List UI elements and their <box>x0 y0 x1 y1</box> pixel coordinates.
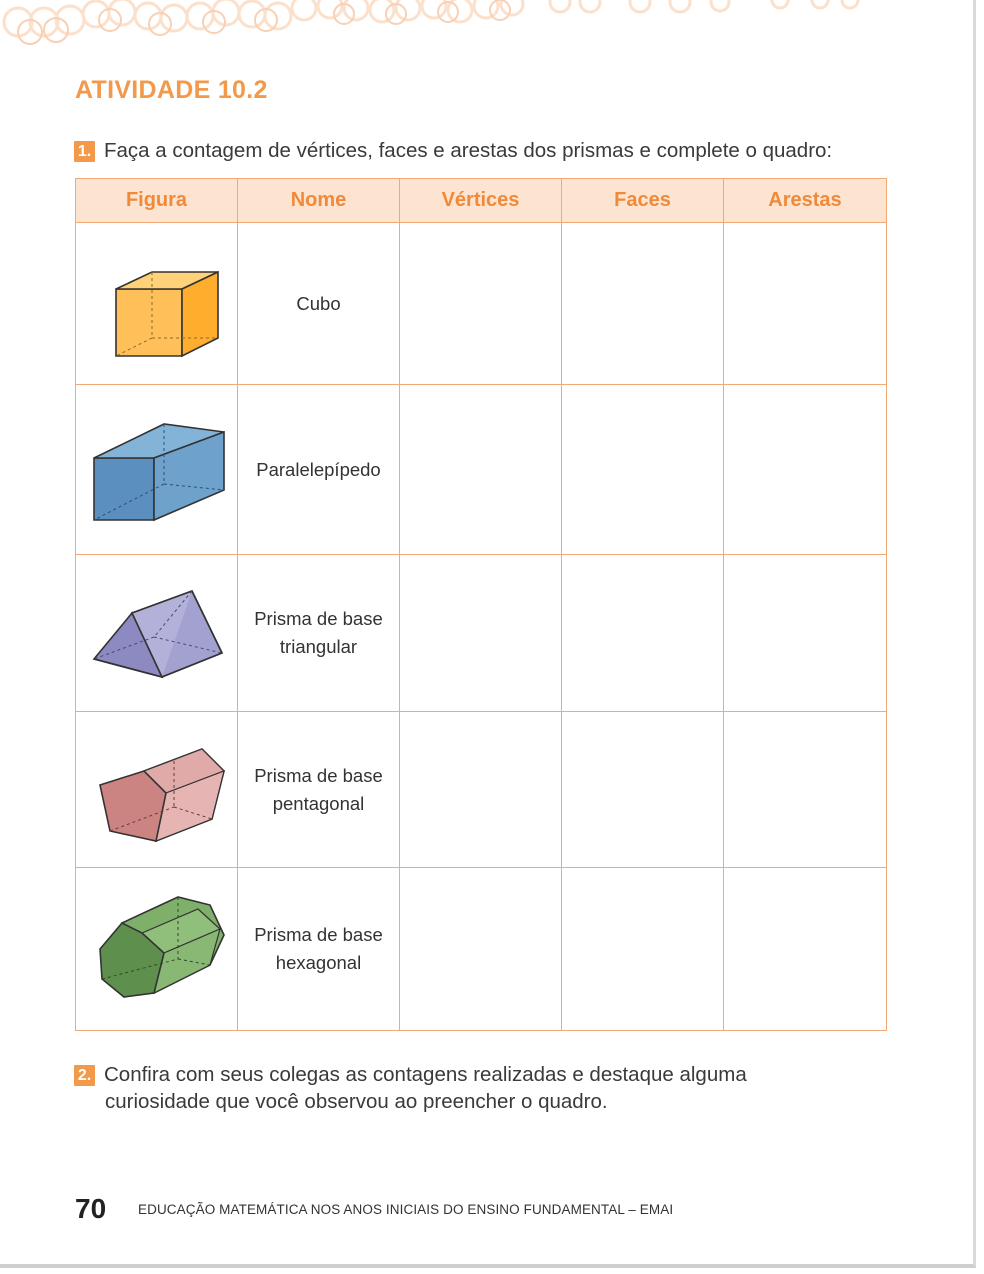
decorative-circles-border <box>0 0 976 60</box>
shape-name: Paralelepípedo <box>256 458 381 480</box>
header-arestas: Arestas <box>724 179 887 223</box>
shape-name-cell <box>238 868 400 1031</box>
question-2 <box>74 1061 747 1115</box>
faces-input-cell[interactable] <box>562 555 724 712</box>
question-1-text: Faça a contagem de vértices, faces e arestas dos prismas e complete o quadro: <box>104 139 833 162</box>
shape-name-cell <box>238 555 400 712</box>
table-row <box>76 555 887 712</box>
figure-cell <box>76 223 238 385</box>
cube-icon <box>92 244 222 364</box>
header-nome: Nome <box>238 179 400 223</box>
vertices-input-cell[interactable] <box>400 385 562 555</box>
hexagonal-prism-icon <box>82 889 232 1009</box>
triangular-prism-icon <box>82 573 232 693</box>
table-row <box>76 385 887 555</box>
shape-name-cell <box>238 223 400 385</box>
shape-name-cell <box>238 712 400 868</box>
header-vertices: Vértices <box>400 179 562 223</box>
shape-name-line-2: pentagonal <box>272 792 365 814</box>
faces-input-cell[interactable] <box>562 223 724 385</box>
vertices-input-cell[interactable] <box>400 712 562 868</box>
edges-input-cell[interactable] <box>724 385 887 555</box>
footer-title: EDUCAÇÃO MATEMÁTICA NOS ANOS INICIAIS DO ENSINO FUNDAMENTAL – EMAI <box>138 1202 674 1217</box>
faces-input-cell[interactable] <box>562 385 724 555</box>
activity-title: ATIVIDADE 10.2 <box>75 76 268 104</box>
header-faces: Faces <box>562 179 724 223</box>
edges-input-cell[interactable] <box>724 712 887 868</box>
edges-input-cell[interactable] <box>724 868 887 1031</box>
question-number-badge: 2. <box>74 1065 95 1086</box>
pentagonal-prism-icon <box>82 727 232 852</box>
faces-input-cell[interactable] <box>562 868 724 1031</box>
header-figura: Figura <box>76 179 238 223</box>
figure-cell <box>76 868 238 1031</box>
shape-name: Cubo <box>296 292 341 314</box>
table-row <box>76 223 887 385</box>
page-number: 70 <box>75 1193 107 1224</box>
shape-name-line-1: Prisma de base <box>254 764 383 786</box>
table-row <box>76 868 887 1031</box>
shape-name-line-2: triangular <box>279 636 358 657</box>
table-row <box>76 712 887 868</box>
edges-input-cell[interactable] <box>724 223 887 385</box>
figure-cell <box>76 385 238 555</box>
question-number-badge: 1. <box>74 141 95 162</box>
rectangular-prism-icon <box>82 410 232 530</box>
figure-cell <box>76 712 238 868</box>
vertices-input-cell[interactable] <box>400 555 562 712</box>
vertices-input-cell[interactable] <box>400 868 562 1031</box>
shape-name-line-1: Prisma de base <box>254 924 383 945</box>
question-1 <box>74 137 832 164</box>
edges-input-cell[interactable] <box>724 555 887 712</box>
shape-name-line-1: Prisma de base <box>254 608 383 629</box>
shape-name-cell <box>238 385 400 555</box>
table-header-row <box>76 179 887 223</box>
figure-cell <box>76 555 238 712</box>
faces-input-cell[interactable] <box>562 712 724 868</box>
vertices-input-cell[interactable] <box>400 223 562 385</box>
question-2-text-line-1: Confira com seus colegas as contagens realizadas e destaque alguma <box>104 1063 747 1086</box>
shape-name-line-2: hexagonal <box>275 952 362 973</box>
prism-count-table <box>75 178 887 1031</box>
question-2-text-line-2: curiosidade que você observou ao preencher o quadro. <box>105 1090 608 1113</box>
